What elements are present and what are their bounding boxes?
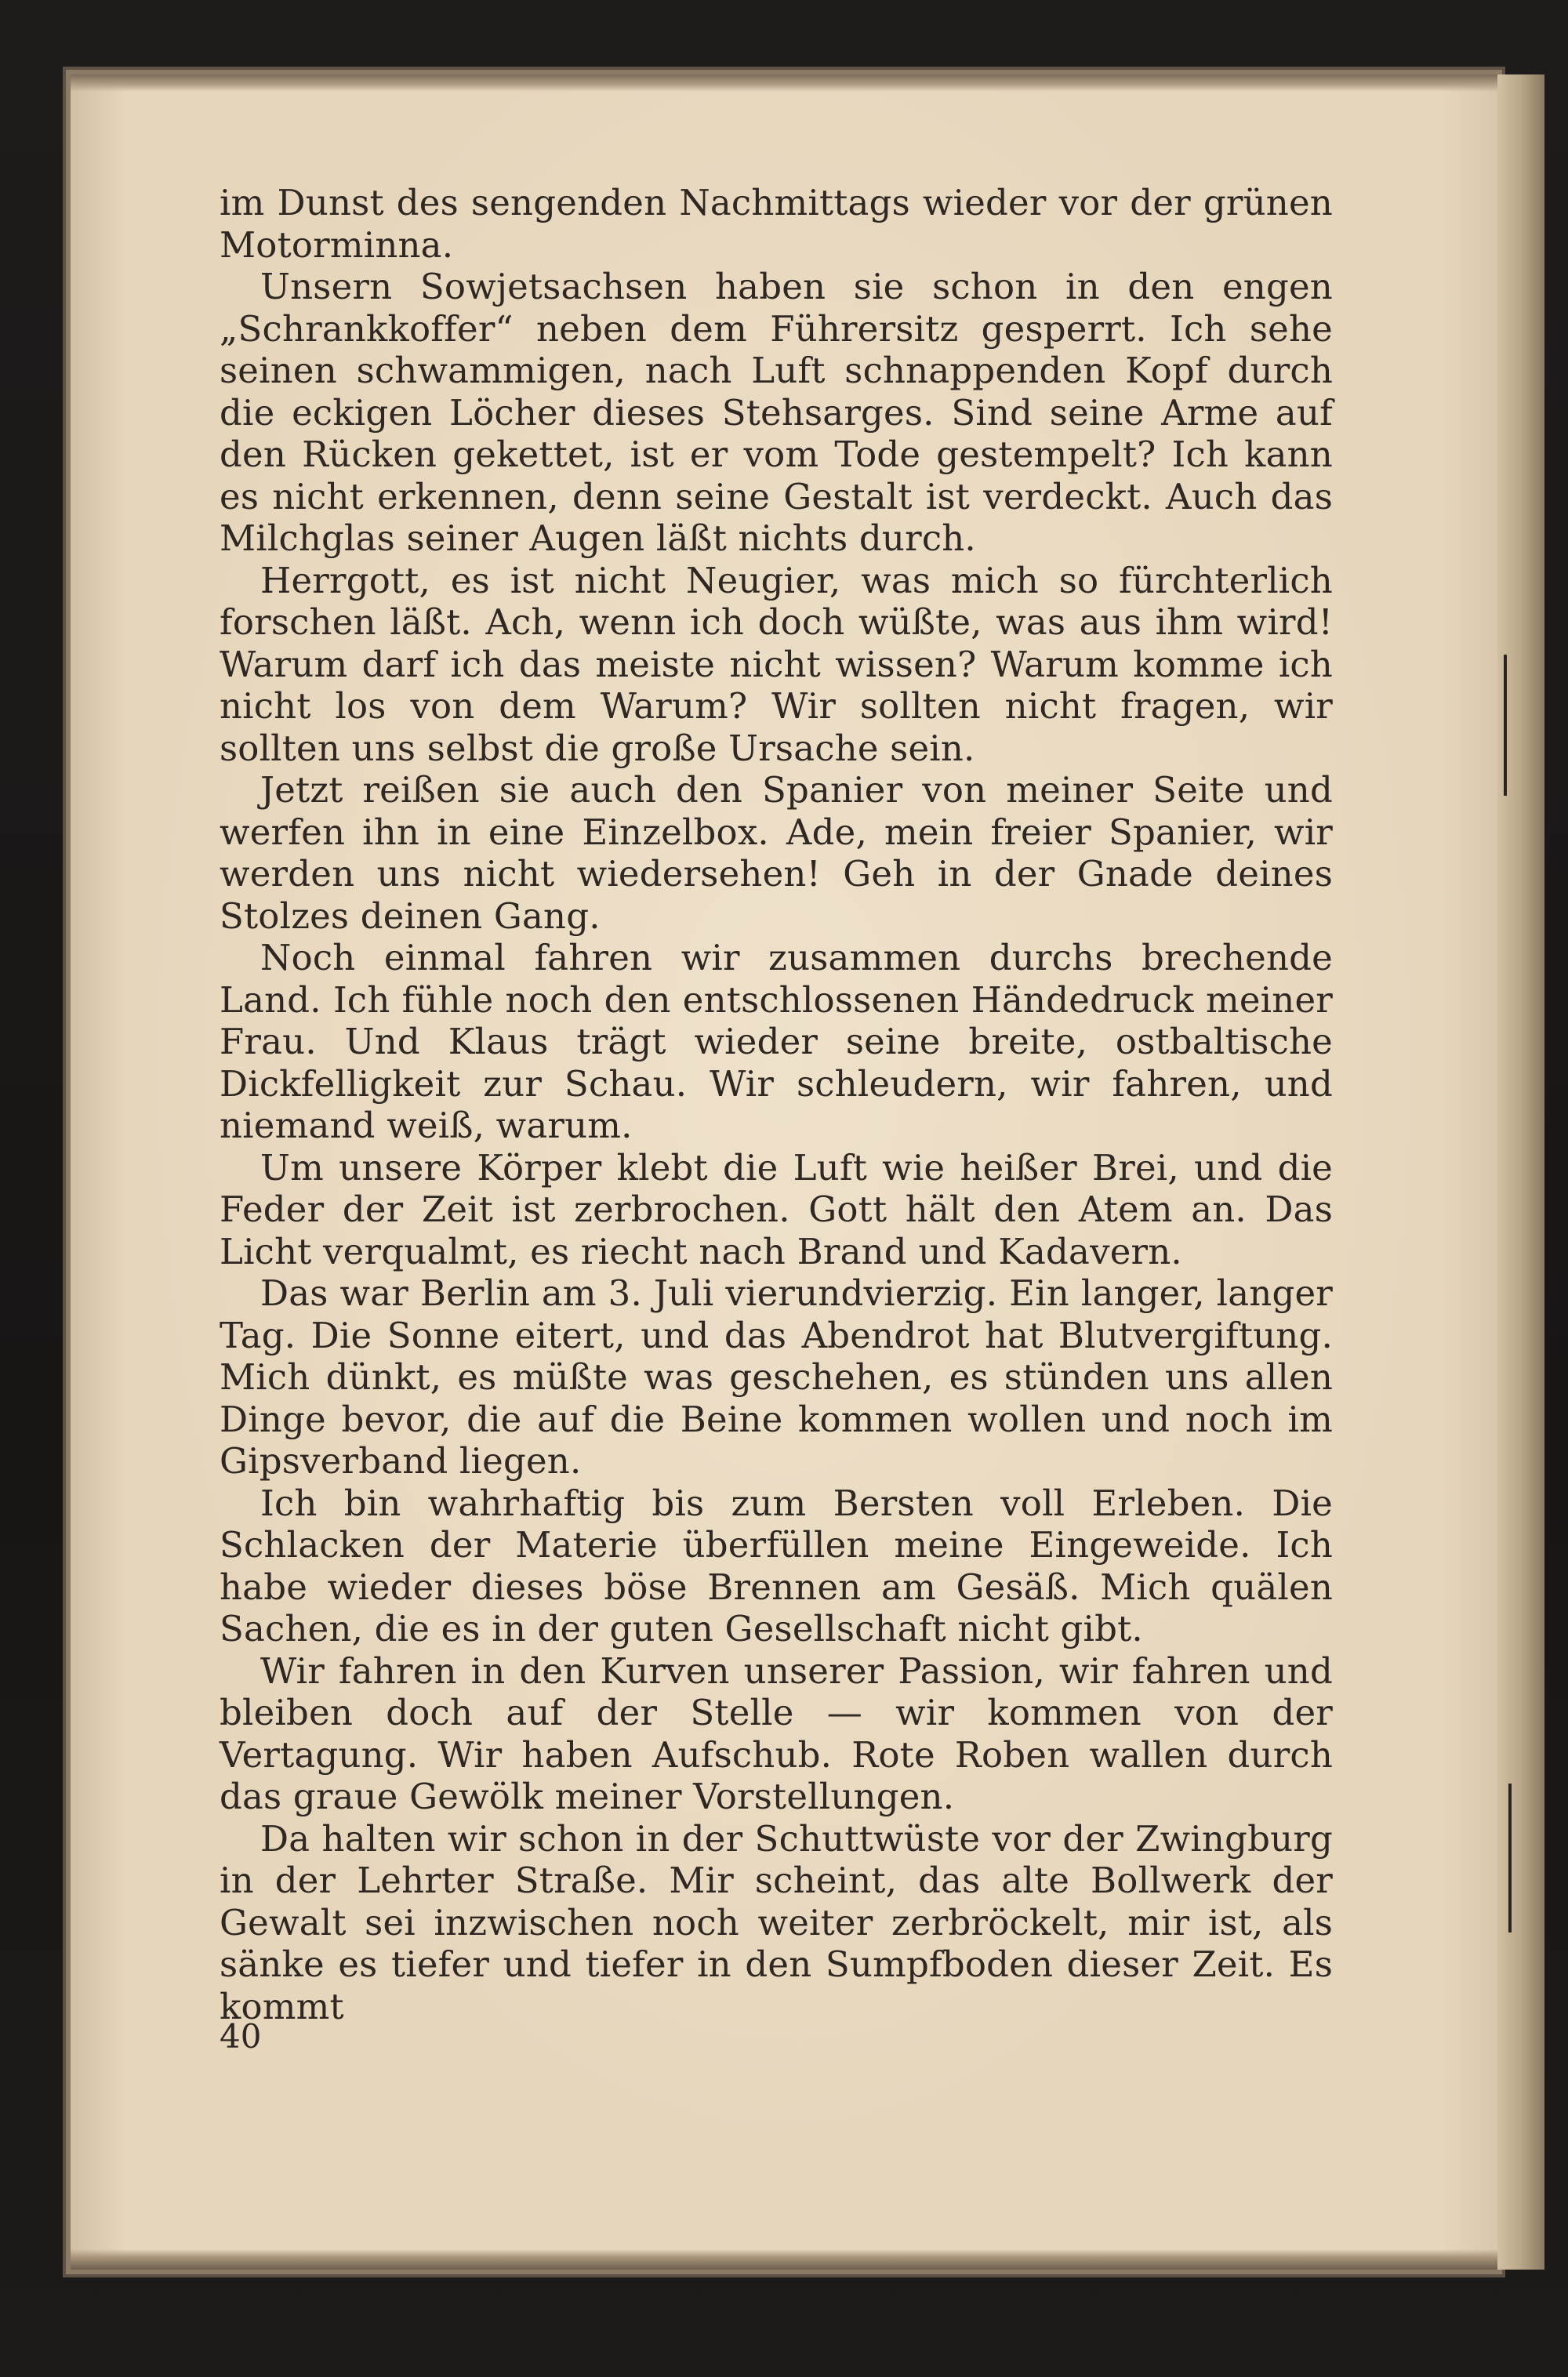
page-bottom-edge	[71, 2249, 1497, 2270]
paragraph: im Dunst des sengenden Nachmittags wieder vor der grünen Motorminna.	[220, 182, 1333, 266]
page-stack-edge	[1497, 74, 1544, 2270]
paragraph: Das war Berlin am 3. Juli vierundvierzig. Ein langer, langer Tag. Die Sonne eitert, und das Abendrot hat Blutvergiftung. Mich dünkt, es müßte was geschehen, es stünden uns allen Dinge bevor, die auf die Beine kommen wollen und noch im Gipsverband liegen.	[220, 1272, 1333, 1482]
paragraph: Herrgott, es ist nicht Neugier, was mich so fürchterlich forschen läßt. Ach, wenn ich doch wüßte, was aus ihm wird! Warum darf ich das meiste nicht wissen? Warum komme ich nicht los von dem Warum? Wir sollten nicht fragen, wir sollten uns selbst die große Ursache sein.	[220, 559, 1333, 769]
paragraph: Um unsere Körper klebt die Luft wie heißer Brei, und die Feder der Zeit ist zerbrochen. Gott hält den Atem an. Das Licht verqualmt, es riecht nach Brand und Kadavern.	[220, 1146, 1333, 1272]
margin-pencil-mark	[1504, 655, 1507, 796]
body-text	[220, 182, 1333, 2027]
page-top-edge	[71, 74, 1497, 92]
paragraph: Jetzt reißen sie auch den Spanier von meiner Seite und werfen ihn in eine Einzelbox. Ade, mein freier Spanier, wir werden uns nicht wiedersehen! Geh in der Gnade deines Stolzes deinen Gang.	[220, 769, 1333, 937]
margin-pencil-mark	[1508, 1784, 1512, 1932]
paragraph: Noch einmal fahren wir zusammen durchs brechende Land. Ich fühle noch den entschlossenen Händedruck meiner Frau. Und Klaus trägt wieder seine breite, ostbaltische Dickfelligkeit zur Schau. Wir schleudern, wir fahren, und niemand weiß, warum.	[220, 937, 1333, 1146]
paragraph: Unsern Sowjetsachsen haben sie schon in den engen „Schrankkoffer“ neben dem Führersitz gesperrt. Ich sehe seinen schwammigen, nach Luft schnappenden Kopf durch die eckigen Löcher dieses Stehsarges. Sind seine Arme auf den Rücken gekettet, ist er vom Tode gestempelt? Ich kann es nicht erkennen, denn seine Gestalt ist verdeckt. Auch das Milchglas seiner Augen läßt nichts durch.	[220, 266, 1333, 559]
paragraph: Wir fahren in den Kurven unserer Passion, wir fahren und bleiben doch auf der Stelle — wir kommen von der Vertagung. Wir haben Aufschub. Rote Roben wallen durch das graue Gewölk meiner Vorstellungen.	[220, 1649, 1333, 1817]
paragraph: Da halten wir schon in der Schuttwüste vor der Zwingburg in der Lehrter Straße. Mir scheint, das alte Bollwerk der Gewalt sei inzwischen noch weiter zerbröckelt, mir ist, als sänke es tiefer und tiefer in den Sumpfboden dieser Zeit. Es kommt	[220, 1817, 1333, 2027]
paragraph: Ich bin wahrhaftig bis zum Bersten voll Erleben. Die Schlacken der Materie überfüllen meine Eingeweide. Ich habe wieder dieses böse Brennen am Gesäß. Mich quälen Sachen, die es in der guten Gesellschaft nicht gibt.	[220, 1482, 1333, 1649]
page-number: 40	[220, 2017, 262, 2056]
